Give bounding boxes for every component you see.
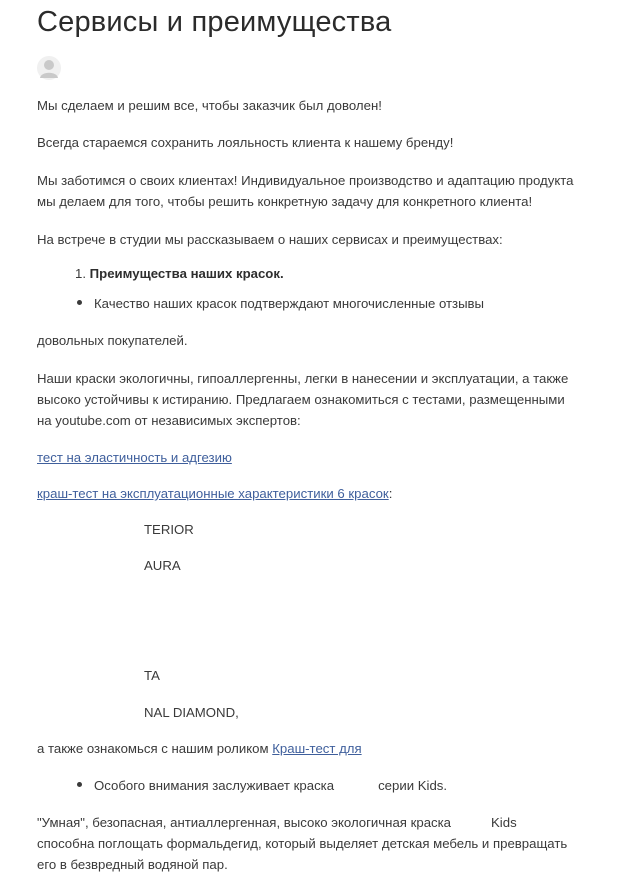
bullet-icon — [77, 782, 82, 787]
bullet-text: Качество наших красок подтверждают многочисленные отзывы — [94, 296, 485, 311]
product-name-fragment: TA — [144, 668, 160, 683]
paragraph-care-1: Мы заботимся о своих клиентах! Индивидуальное производство и адаптацию продукта — [37, 173, 574, 188]
paragraph-loyalty: Всегда стараемся сохранить лояльность клиента к нашему бренду! — [37, 135, 454, 150]
product-name-fragment: TERIOR — [144, 522, 194, 537]
bullet-icon — [77, 300, 82, 305]
ordered-list-item — [75, 263, 284, 284]
paragraph-intro: Мы сделаем и решим все, чтобы заказчик был доволен! — [37, 98, 382, 113]
link-elasticity-line — [37, 447, 232, 468]
bullet-item-quality — [77, 293, 484, 314]
paragraph-kids-2: способна поглощать формальдегид, который выделяет детская мебель и превращать — [37, 836, 568, 851]
link-crash-line: краш-тест на эксплуатационные характеристики 6 красок: — [37, 486, 393, 501]
product-name-fragment: NAL DIAMOND, — [144, 705, 239, 720]
link-crash-test[interactable]: краш-тест на эксплуатационные характеристики 6 красок — [37, 486, 389, 501]
paragraph-care-2: мы делаем для того, чтобы решить конкретную задачу для конкретного клиента! — [37, 194, 533, 209]
product-name-fragment: AURA — [144, 558, 181, 573]
bullet-item-kids: Особого внимания заслуживает краска серии Kids. — [77, 775, 447, 796]
paragraph-meeting: На встрече в студии мы рассказываем о наших сервисах и преимуществах: — [37, 232, 503, 247]
avatar-icon[interactable] — [37, 56, 61, 80]
paragraph-kids-1: "Умная", безопасная, антиаллергенная, высоко экологичная краска Kids — [37, 815, 517, 830]
list-item-text: Преимущества наших красок. — [89, 266, 284, 281]
link-crash-video[interactable]: Краш-тест для — [272, 741, 362, 756]
list-number: 1. — [75, 266, 86, 281]
paragraph-kids-3: его в безвредный водяной пар. — [37, 857, 228, 872]
paragraph-video: а также ознакомься с нашим роликом Краш-тест для — [37, 741, 362, 756]
paragraph-eco-2: высоко устойчивы к истиранию. Предлагаем ознакомиться с тестами, размещенными — [37, 392, 565, 407]
paragraph-customers: довольных покупателей. — [37, 333, 188, 348]
paragraph-eco-1: Наши краски экологичны, гипоаллергенны, легки в нанесении и эксплуатации, а также — [37, 371, 569, 386]
paragraph-eco-3: на youtube.com от независимых экспертов: — [37, 413, 301, 428]
link-elasticity-test[interactable]: тест на эластичность и адгезию — [37, 450, 232, 465]
page-title: Сервисы и преимущества — [37, 6, 392, 38]
